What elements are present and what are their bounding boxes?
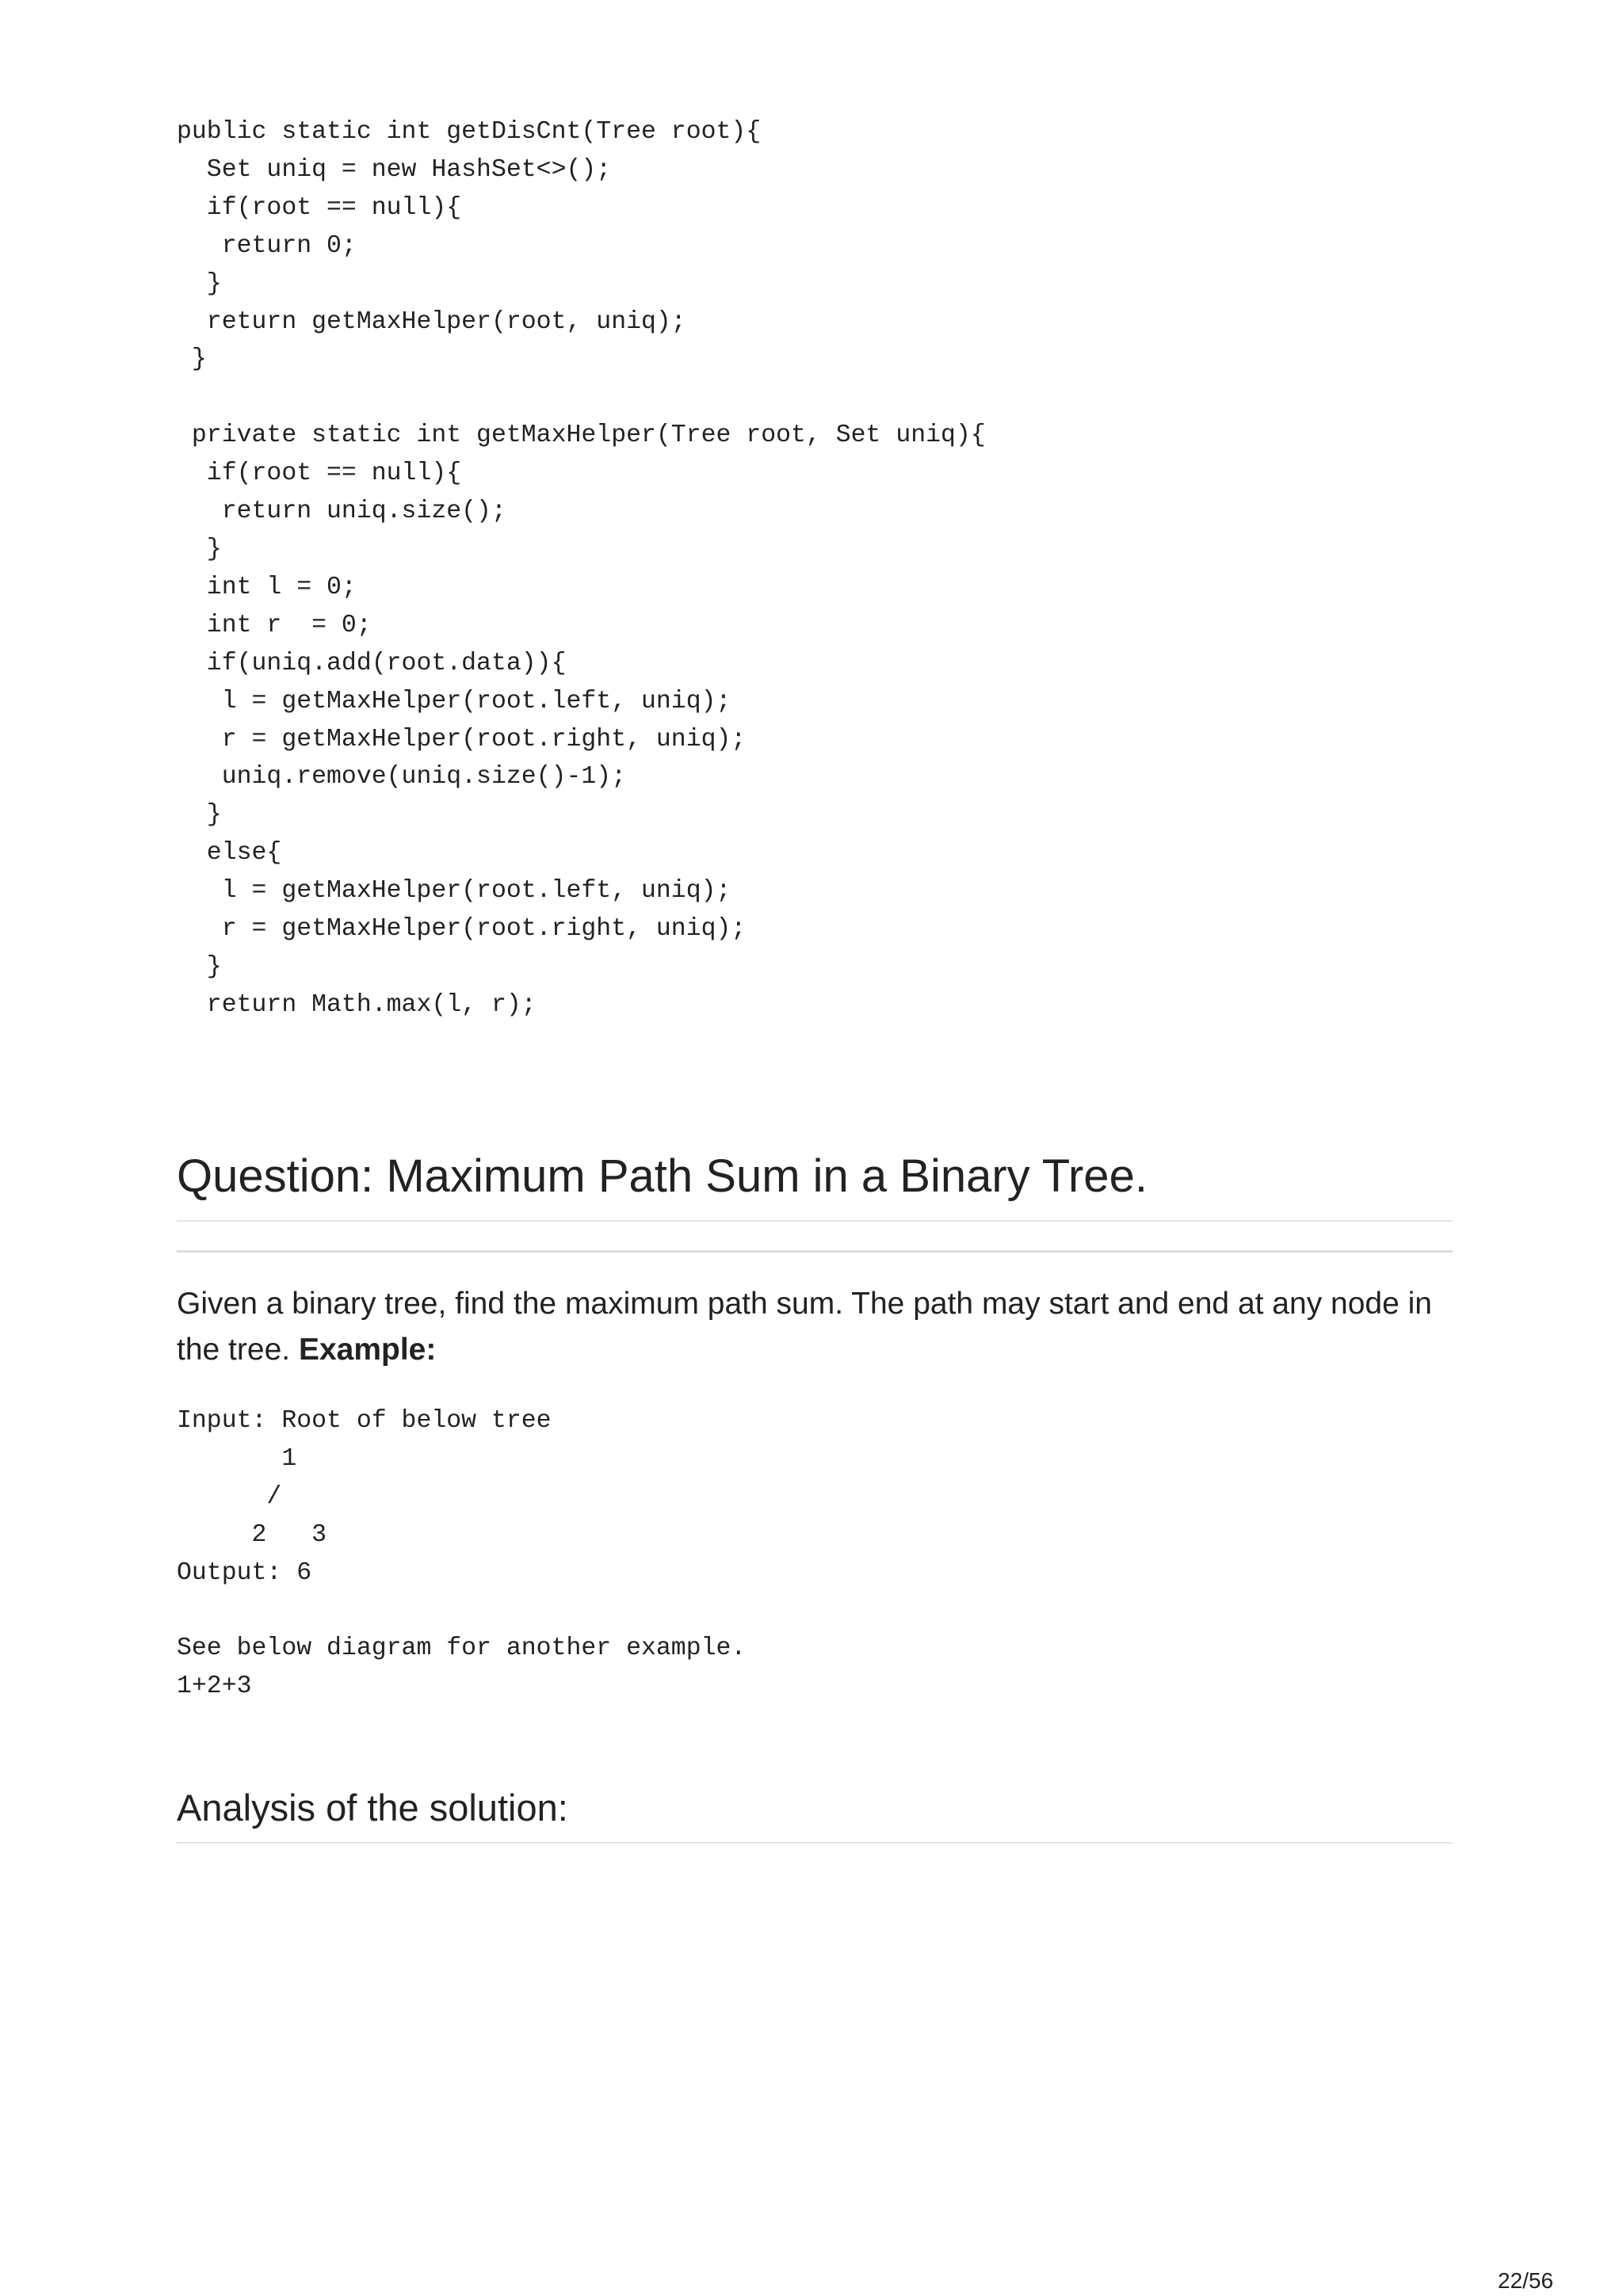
analysis-heading: Analysis of the solution: <box>177 1787 568 1829</box>
code-line: } <box>177 801 222 830</box>
example-label: Example: <box>298 1333 437 1367</box>
code-line: 1 <box>177 1444 297 1473</box>
code-line: } <box>177 535 222 563</box>
code-line: 2 3 <box>177 1520 327 1549</box>
code-line: return uniq.size(); <box>177 498 506 526</box>
code-line: } <box>177 952 222 981</box>
code-line: return Math.max(l, r); <box>177 990 537 1019</box>
code-line: uniq.remove(uniq.size()-1); <box>177 763 627 791</box>
code-line: Output: 6 <box>177 1558 312 1587</box>
code-line: return 0; <box>177 231 357 260</box>
question-heading: Question: Maximum Path Sum in a Binary Tree. <box>177 1150 1148 1202</box>
code-line: if(uniq.add(root.data)){ <box>177 649 567 677</box>
code-line: public static int getDisCnt(Tree root){ <box>177 118 762 146</box>
code-line: if(root == null){ <box>177 460 462 488</box>
code-line: Input: Root of below tree <box>177 1407 552 1435</box>
page-number: 22/56 <box>1498 2268 1554 2293</box>
code-line: l = getMaxHelper(root.left, uniq); <box>177 687 731 715</box>
code-line: if(root == null){ <box>177 193 462 222</box>
code-block-example <box>177 1402 746 1706</box>
code-line: int l = 0; <box>177 573 357 601</box>
code-line: } <box>177 345 207 374</box>
code-line: return getMaxHelper(root, uniq); <box>177 307 686 336</box>
question-description <box>177 1281 1476 1373</box>
question-intro-text: Given a binary tree, find the maximum path sum. The path may start and end at any node in the tree. <box>177 1287 1432 1367</box>
code-line: int r = 0; <box>177 611 372 639</box>
code-line: else{ <box>177 839 282 868</box>
code-block-getdiscnt <box>177 113 986 1024</box>
code-line: Set uniq = new HashSet<>(); <box>177 155 612 184</box>
code-line: r = getMaxHelper(root.right, uniq); <box>177 915 747 944</box>
code-line: } <box>177 269 222 298</box>
code-line: 1+2+3 <box>177 1672 252 1701</box>
code-line: l = getMaxHelper(root.left, uniq); <box>177 877 731 906</box>
section-divider <box>177 1250 1453 1253</box>
code-line: See below diagram for another example. <box>177 1634 747 1663</box>
code-line: r = getMaxHelper(root.right, uniq); <box>177 725 747 753</box>
code-line: private static int getMaxHelper(Tree root, Set uniq){ <box>177 421 986 450</box>
analysis-heading-underline <box>177 1842 1453 1844</box>
code-line: / <box>177 1482 282 1511</box>
heading-underline <box>177 1220 1453 1222</box>
